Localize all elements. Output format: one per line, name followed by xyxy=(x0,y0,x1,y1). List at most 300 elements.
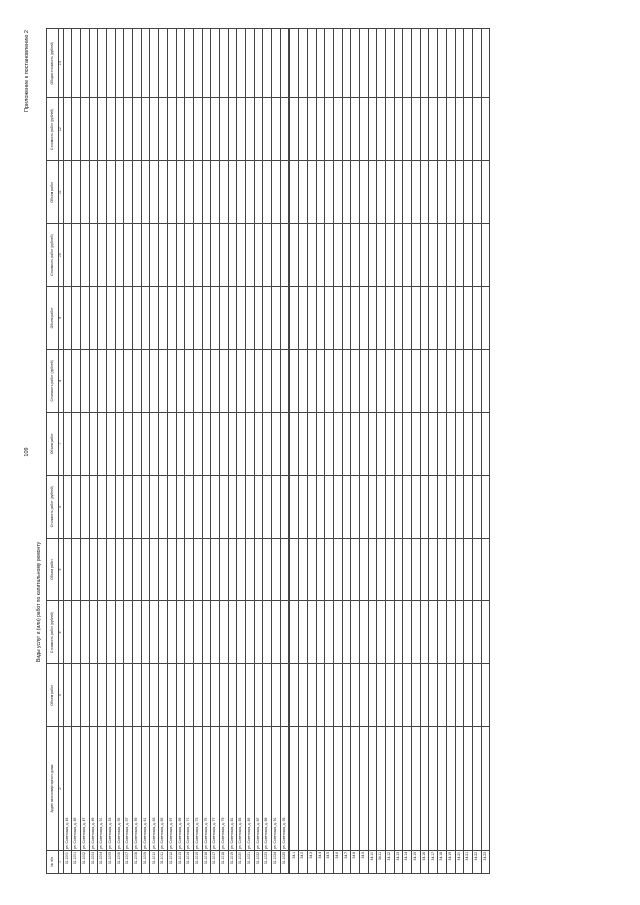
value-cell xyxy=(228,161,237,224)
value-cell xyxy=(89,538,98,601)
value-cell xyxy=(446,475,455,538)
value-cell xyxy=(133,664,142,727)
value-cell xyxy=(176,287,185,350)
header-row xyxy=(47,29,59,874)
value-cell xyxy=(89,287,98,350)
value-cell xyxy=(377,98,386,161)
value-cell xyxy=(246,224,255,287)
table-row xyxy=(263,29,272,874)
value-cell xyxy=(115,475,124,538)
value-cell xyxy=(481,349,490,412)
value-cell xyxy=(280,287,289,350)
value-cell xyxy=(159,98,168,161)
value-cell xyxy=(290,349,299,412)
value-cell xyxy=(219,349,228,412)
value-cell xyxy=(359,412,368,475)
value-cell xyxy=(325,98,334,161)
row-number: 34.7 xyxy=(342,850,351,873)
value-cell xyxy=(176,664,185,727)
value-cell xyxy=(202,224,211,287)
value-cell xyxy=(167,664,176,727)
row-number: 34.15 xyxy=(412,850,421,873)
value-cell xyxy=(377,224,386,287)
value-cell xyxy=(368,664,377,727)
value-cell xyxy=(272,29,281,98)
table-row xyxy=(133,29,142,874)
column-number: 2 xyxy=(59,727,64,851)
value-cell xyxy=(455,412,464,475)
value-cell xyxy=(263,224,272,287)
value-cell xyxy=(386,29,395,98)
value-cell xyxy=(133,161,142,224)
value-cell xyxy=(72,664,81,727)
value-cell xyxy=(185,475,194,538)
value-cell xyxy=(280,664,289,727)
value-cell xyxy=(185,601,194,664)
value-cell xyxy=(342,664,351,727)
value-cell xyxy=(290,538,299,601)
value-cell xyxy=(219,287,228,350)
table-row xyxy=(377,29,386,874)
value-cell xyxy=(185,349,194,412)
value-cell xyxy=(420,664,429,727)
value-cell xyxy=(167,349,176,412)
value-cell xyxy=(63,161,72,224)
value-cell xyxy=(481,29,490,98)
value-cell xyxy=(299,349,308,412)
value-cell xyxy=(219,538,228,601)
value-cell xyxy=(254,412,263,475)
value-cell xyxy=(412,224,421,287)
value-cell xyxy=(333,161,342,224)
value-cell xyxy=(351,29,360,98)
value-cell xyxy=(98,412,107,475)
value-cell xyxy=(316,161,325,224)
value-cell xyxy=(211,349,220,412)
row-number: 34.3 xyxy=(307,850,316,873)
value-cell xyxy=(133,224,142,287)
address-cell: ул. Советская, д. 53 xyxy=(107,727,116,851)
value-cell xyxy=(115,538,124,601)
value-cell xyxy=(377,538,386,601)
row-number: 31.1002 xyxy=(80,850,89,873)
value-cell xyxy=(98,349,107,412)
address-cell xyxy=(368,727,377,851)
row-number: 34.8 xyxy=(351,850,360,873)
table-row xyxy=(150,29,159,874)
value-cell xyxy=(246,29,255,98)
value-cell xyxy=(351,538,360,601)
value-cell xyxy=(429,349,438,412)
value-cell xyxy=(394,412,403,475)
address-cell: ул. Советская, д. 45 xyxy=(72,727,81,851)
value-cell xyxy=(429,664,438,727)
value-cell xyxy=(176,412,185,475)
header-cell: Объем работ xyxy=(47,538,59,601)
value-cell xyxy=(159,412,168,475)
table-row xyxy=(359,29,368,874)
value-cell xyxy=(438,412,447,475)
section-1-body xyxy=(63,29,289,874)
row-number: 31.1012 xyxy=(167,850,176,873)
value-cell xyxy=(80,161,89,224)
row-number: 34.14 xyxy=(403,850,412,873)
address-cell: ул. Советская, д. 83 xyxy=(237,727,246,851)
value-cell xyxy=(98,538,107,601)
value-cell xyxy=(420,98,429,161)
value-cell xyxy=(107,224,116,287)
value-cell xyxy=(159,224,168,287)
row-number: 34.20 xyxy=(455,850,464,873)
value-cell xyxy=(472,412,481,475)
value-cell xyxy=(455,349,464,412)
value-cell xyxy=(228,538,237,601)
value-cell xyxy=(290,98,299,161)
value-cell xyxy=(272,224,281,287)
value-cell xyxy=(219,98,228,161)
row-number: 34.12 xyxy=(386,850,395,873)
value-cell xyxy=(464,161,473,224)
value-cell xyxy=(263,161,272,224)
value-cell xyxy=(115,412,124,475)
value-cell xyxy=(211,664,220,727)
value-cell xyxy=(89,161,98,224)
value-cell xyxy=(124,349,133,412)
row-number: 34.18 xyxy=(438,850,447,873)
column-number: 4 xyxy=(59,601,64,664)
column-number: 13 xyxy=(59,29,64,98)
value-cell xyxy=(429,29,438,98)
value-cell xyxy=(211,412,220,475)
table-row xyxy=(403,29,412,874)
row-number: 31.1007 xyxy=(124,850,133,873)
value-cell xyxy=(228,349,237,412)
value-cell xyxy=(377,601,386,664)
address-cell xyxy=(481,727,490,851)
value-cell xyxy=(150,29,159,98)
address-cell: ул. Советская, д. 47 xyxy=(80,727,89,851)
value-cell xyxy=(438,601,447,664)
value-cell xyxy=(325,412,334,475)
value-cell xyxy=(342,349,351,412)
value-cell xyxy=(403,98,412,161)
value-cell xyxy=(63,412,72,475)
value-cell xyxy=(167,538,176,601)
value-cell xyxy=(133,601,142,664)
value-cell xyxy=(263,412,272,475)
table-row xyxy=(185,29,194,874)
value-cell xyxy=(211,601,220,664)
table-row xyxy=(211,29,220,874)
value-cell xyxy=(438,161,447,224)
value-cell xyxy=(185,98,194,161)
value-cell xyxy=(133,98,142,161)
value-cell xyxy=(359,161,368,224)
address-cell: ул. Советская, д. 63 xyxy=(150,727,159,851)
address-cell xyxy=(446,727,455,851)
value-cell xyxy=(107,538,116,601)
value-cell xyxy=(290,287,299,350)
row-number: 34.6 xyxy=(333,850,342,873)
value-cell xyxy=(464,601,473,664)
value-cell xyxy=(455,287,464,350)
value-cell xyxy=(464,664,473,727)
rotated-page xyxy=(20,12,620,892)
value-cell xyxy=(394,98,403,161)
value-cell xyxy=(202,412,211,475)
value-cell xyxy=(325,349,334,412)
value-cell xyxy=(98,475,107,538)
value-cell xyxy=(333,601,342,664)
value-cell xyxy=(412,538,421,601)
value-cell xyxy=(280,601,289,664)
value-cell xyxy=(124,287,133,350)
table-row xyxy=(202,29,211,874)
value-cell xyxy=(219,601,228,664)
value-cell xyxy=(316,224,325,287)
value-cell xyxy=(464,349,473,412)
value-cell xyxy=(290,664,299,727)
value-cell xyxy=(386,538,395,601)
table-row xyxy=(80,29,89,874)
value-cell xyxy=(420,224,429,287)
value-cell xyxy=(464,98,473,161)
value-cell xyxy=(202,98,211,161)
page-caption: Приложение к постановлению 2 xyxy=(24,30,30,113)
value-cell xyxy=(219,161,228,224)
value-cell xyxy=(63,98,72,161)
address-cell: ул. Советская, д. 89 xyxy=(263,727,272,851)
value-cell xyxy=(254,349,263,412)
table-row xyxy=(386,29,395,874)
value-cell xyxy=(176,349,185,412)
value-cell xyxy=(193,538,202,601)
value-cell xyxy=(133,412,142,475)
value-cell xyxy=(272,349,281,412)
value-cell xyxy=(141,538,150,601)
value-cell xyxy=(115,224,124,287)
value-cell xyxy=(254,287,263,350)
value-cell xyxy=(98,601,107,664)
value-cell xyxy=(472,664,481,727)
column-number: 7 xyxy=(59,412,64,475)
table-row xyxy=(115,29,124,874)
value-cell xyxy=(368,412,377,475)
value-cell xyxy=(333,349,342,412)
value-cell xyxy=(272,98,281,161)
value-cell xyxy=(299,98,308,161)
row-number: 31.1016 xyxy=(202,850,211,873)
value-cell xyxy=(386,161,395,224)
value-cell xyxy=(254,475,263,538)
value-cell xyxy=(150,475,159,538)
address-cell xyxy=(386,727,395,851)
row-number: 34.23 xyxy=(481,850,490,873)
value-cell xyxy=(150,412,159,475)
value-cell xyxy=(342,98,351,161)
value-cell xyxy=(446,538,455,601)
value-cell xyxy=(63,664,72,727)
value-cell xyxy=(133,475,142,538)
value-cell xyxy=(446,664,455,727)
address-cell xyxy=(307,727,316,851)
value-cell xyxy=(141,98,150,161)
value-cell xyxy=(246,98,255,161)
value-cell xyxy=(290,224,299,287)
value-cell xyxy=(307,161,316,224)
value-cell xyxy=(89,224,98,287)
address-cell xyxy=(377,727,386,851)
value-cell xyxy=(150,224,159,287)
value-cell xyxy=(325,161,334,224)
table-row xyxy=(254,29,263,874)
value-cell xyxy=(72,538,81,601)
value-cell xyxy=(167,287,176,350)
value-cell xyxy=(89,98,98,161)
value-cell xyxy=(202,287,211,350)
value-cell xyxy=(299,29,308,98)
value-cell xyxy=(263,287,272,350)
value-cell xyxy=(254,98,263,161)
table-row xyxy=(280,29,289,874)
value-cell xyxy=(263,601,272,664)
value-cell xyxy=(394,287,403,350)
value-cell xyxy=(394,29,403,98)
table-row xyxy=(272,29,281,874)
value-cell xyxy=(237,412,246,475)
address-cell: ул. Советская, д. 55 xyxy=(115,727,124,851)
value-cell xyxy=(359,538,368,601)
value-cell xyxy=(403,349,412,412)
value-cell xyxy=(446,224,455,287)
value-cell xyxy=(107,287,116,350)
value-cell xyxy=(80,601,89,664)
value-cell xyxy=(150,349,159,412)
value-cell xyxy=(98,224,107,287)
value-cell xyxy=(412,664,421,727)
value-cell xyxy=(237,349,246,412)
value-cell xyxy=(115,601,124,664)
value-cell xyxy=(386,601,395,664)
value-cell xyxy=(63,349,72,412)
value-cell xyxy=(394,664,403,727)
row-number: 31.1017 xyxy=(211,850,220,873)
value-cell xyxy=(107,601,116,664)
value-cell xyxy=(455,224,464,287)
value-cell xyxy=(237,161,246,224)
value-cell xyxy=(464,475,473,538)
value-cell xyxy=(438,475,447,538)
value-cell xyxy=(420,538,429,601)
value-cell xyxy=(185,664,194,727)
value-cell xyxy=(420,601,429,664)
value-cell xyxy=(307,29,316,98)
value-cell xyxy=(412,475,421,538)
header-cell: Стоимость работ (рублей) xyxy=(47,224,59,287)
value-cell xyxy=(176,601,185,664)
value-cell xyxy=(368,29,377,98)
value-cell xyxy=(333,538,342,601)
value-cell xyxy=(386,412,395,475)
value-cell xyxy=(150,664,159,727)
value-cell xyxy=(219,412,228,475)
row-number: 34.2 xyxy=(299,850,308,873)
value-cell xyxy=(446,287,455,350)
value-cell xyxy=(80,287,89,350)
value-cell xyxy=(377,475,386,538)
row-number: 31.1009 xyxy=(141,850,150,873)
value-cell xyxy=(176,29,185,98)
value-cell xyxy=(412,412,421,475)
value-cell xyxy=(438,29,447,98)
value-cell xyxy=(167,98,176,161)
value-cell xyxy=(159,664,168,727)
address-cell xyxy=(351,727,360,851)
value-cell xyxy=(272,161,281,224)
value-cell xyxy=(63,601,72,664)
row-number: 34.9 xyxy=(359,850,368,873)
row-number: 31.1019 xyxy=(228,850,237,873)
value-cell xyxy=(80,664,89,727)
value-cell xyxy=(377,412,386,475)
value-cell xyxy=(185,29,194,98)
value-cell xyxy=(342,538,351,601)
value-cell xyxy=(193,161,202,224)
row-number: 31.1018 xyxy=(219,850,228,873)
address-cell: ул. Советская, д. 87 xyxy=(254,727,263,851)
value-cell xyxy=(107,98,116,161)
value-cell xyxy=(368,538,377,601)
value-cell xyxy=(472,29,481,98)
value-cell xyxy=(193,98,202,161)
value-cell xyxy=(176,98,185,161)
value-cell xyxy=(167,412,176,475)
value-cell xyxy=(455,161,464,224)
value-cell xyxy=(359,664,368,727)
value-cell xyxy=(429,601,438,664)
value-cell xyxy=(254,601,263,664)
value-cell xyxy=(412,98,421,161)
value-cell xyxy=(307,475,316,538)
value-cell xyxy=(72,287,81,350)
value-cell xyxy=(176,475,185,538)
value-cell xyxy=(368,475,377,538)
value-cell xyxy=(429,412,438,475)
value-cell xyxy=(359,601,368,664)
value-cell xyxy=(211,538,220,601)
value-cell xyxy=(272,538,281,601)
value-cell xyxy=(237,98,246,161)
value-cell xyxy=(394,601,403,664)
value-cell xyxy=(219,29,228,98)
value-cell xyxy=(403,538,412,601)
column-number: 12 xyxy=(59,98,64,161)
table-row xyxy=(351,29,360,874)
value-cell xyxy=(263,475,272,538)
value-cell xyxy=(193,601,202,664)
value-cell xyxy=(351,601,360,664)
value-cell xyxy=(72,475,81,538)
value-cell xyxy=(351,349,360,412)
value-cell xyxy=(237,664,246,727)
value-cell xyxy=(237,287,246,350)
table-row xyxy=(299,29,308,874)
value-cell xyxy=(403,224,412,287)
value-cell xyxy=(263,349,272,412)
address-cell: ул. Советская, д. 73 xyxy=(193,727,202,851)
value-cell xyxy=(202,601,211,664)
value-cell xyxy=(377,287,386,350)
